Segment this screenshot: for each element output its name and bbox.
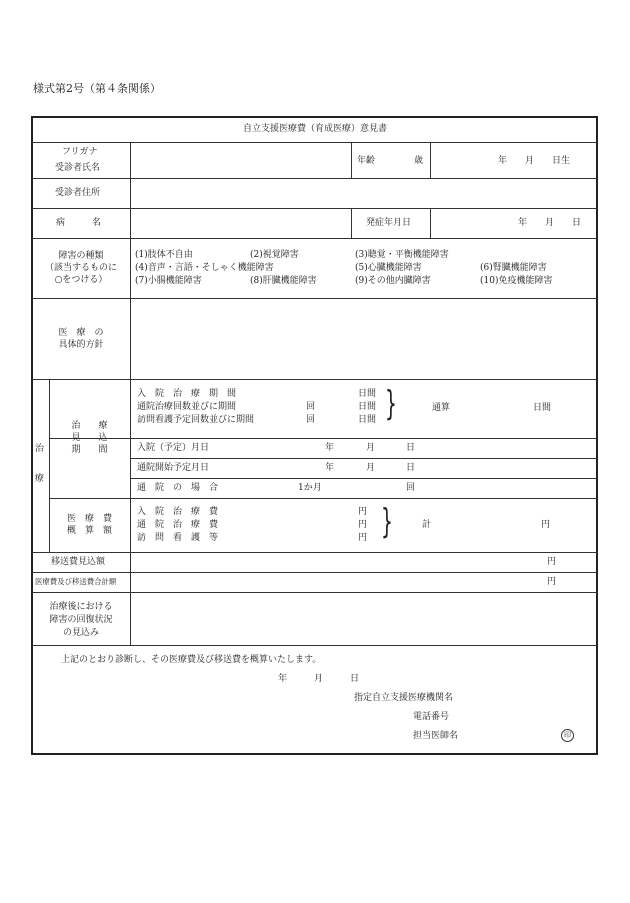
visit-cost-unit: 円 [358,533,368,543]
treatment-policy-label: 医 療 の 具体的方針 [58,328,104,350]
disability-option[interactable]: (6)腎臓機能障害 [480,263,547,273]
patient-name-label: 受診者氏名 [55,163,101,173]
recovery-outlook-label: 治療後における 障害の回復状況 の見込み [49,602,113,638]
date-day: 日 [406,443,416,453]
age-unit: 歳 [414,156,424,166]
disability-option[interactable]: (5)心臓機能障害 [355,263,422,273]
seal-icon: 印 [561,729,574,742]
transport-label: 移送費見込額 [51,557,106,567]
disability-option[interactable]: (4)音声・言語・そしゃく機能障害 [135,263,274,273]
disability-option[interactable]: (3)聴覚・平衡機能障害 [355,250,449,260]
brace-icon: } [381,502,393,542]
visit-nursing-count-unit: 回 [306,415,316,425]
inpatient-cost-label: 入 院 治 療 費 [137,507,219,517]
combined-total-unit: 円 [547,577,557,587]
date-day: 日 [406,463,416,473]
per-month-label: 1か月 [298,483,322,493]
recovery-outlook-field[interactable] [132,594,596,644]
outpatient-case-label: 通 院 の 場 合 [137,483,219,493]
date-month: 月 [366,463,376,473]
disease-field[interactable] [132,210,349,237]
combined-total-label: 医療費及び移送費合計額 [35,577,117,586]
date-year: 年 [325,443,335,453]
disability-option[interactable]: (10)免疫機能障害 [480,276,553,286]
treatment-side-label: 療 [35,474,45,484]
treatment-period-label: 治 療 見 込 期 間 [71,421,108,455]
disability-option[interactable]: (2)視覚障害 [250,250,299,260]
phone-label: 電話番号 [413,712,450,722]
certification-statement: 上記のとおり診断し、その医療費及び移送費を概算いたします。 [61,655,322,665]
onset-label: 発症年月日 [366,218,412,228]
outpatient-period-label: 通院治療回数並びに期間 [137,402,237,412]
disability-type-label: 障害の種類 （該当するものに ○をつける） [44,251,117,285]
form-title: 自立支援医療費（育成医療）意見書 [242,124,387,134]
brace-icon: } [385,384,397,424]
date-month: 月 [366,443,376,453]
address-label: 受診者住所 [55,188,101,198]
outpatient-count-unit: 回 [306,402,316,412]
visit-nursing-label: 訪問看護予定回数並びに期間 [137,415,255,425]
outpatient-start-label: 通院開始予定月日 [137,463,210,473]
disability-option[interactable]: (1)肢体不自由 [135,250,193,260]
visit-cost-label: 訪 問 看 護 等 [137,533,219,543]
furigana-label: フリガナ [62,147,98,157]
birth-date-label: 年 月 日生 [498,156,571,166]
outpatient-period-unit: 日間 [358,402,377,412]
outpatient-cost-unit: 円 [358,520,368,530]
certification-date: 年 月 日 [278,674,360,684]
inpatient-period-label: 入 院 治 療 期 間 [137,389,237,399]
onset-date: 年 月 日 [518,218,582,228]
cost-total-label: 計 [422,520,432,530]
disability-option[interactable]: (7)小腸機能障害 [135,276,202,286]
outpatient-cost-label: 通 院 治 療 費 [137,520,219,530]
doctor-name-label: 担当医師名 [413,731,459,741]
treatment-policy-field[interactable] [132,300,596,378]
disability-option[interactable]: (8)肝臓機能障害 [250,276,317,286]
inpatient-period-unit: 日間 [358,389,377,399]
transport-unit: 円 [547,557,557,567]
total-period-label: 通算 [432,403,451,413]
form-number: 様式第2号（第４条関係） [33,82,161,95]
patient-name-field[interactable] [132,144,349,176]
date-year: 年 [325,463,335,473]
institution-label: 指定自立支援医療機関名 [354,693,454,703]
treatment-side-label: 治 [35,444,45,454]
per-month-count-unit: 回 [406,483,416,493]
cost-total-unit: 円 [541,520,551,530]
admission-date-label: 入院（予定）月日 [137,443,210,453]
visit-nursing-unit: 日間 [358,415,377,425]
disability-option[interactable]: (9)その他内臓障害 [355,276,431,286]
age-label: 年齢 [357,156,376,166]
cost-estimate-label: 医 療 費 概 算 額 [66,514,112,536]
disease-label: 病 名 [56,218,102,228]
address-field[interactable] [132,180,596,207]
total-period-unit: 日間 [533,403,552,413]
inpatient-cost-unit: 円 [358,507,368,517]
